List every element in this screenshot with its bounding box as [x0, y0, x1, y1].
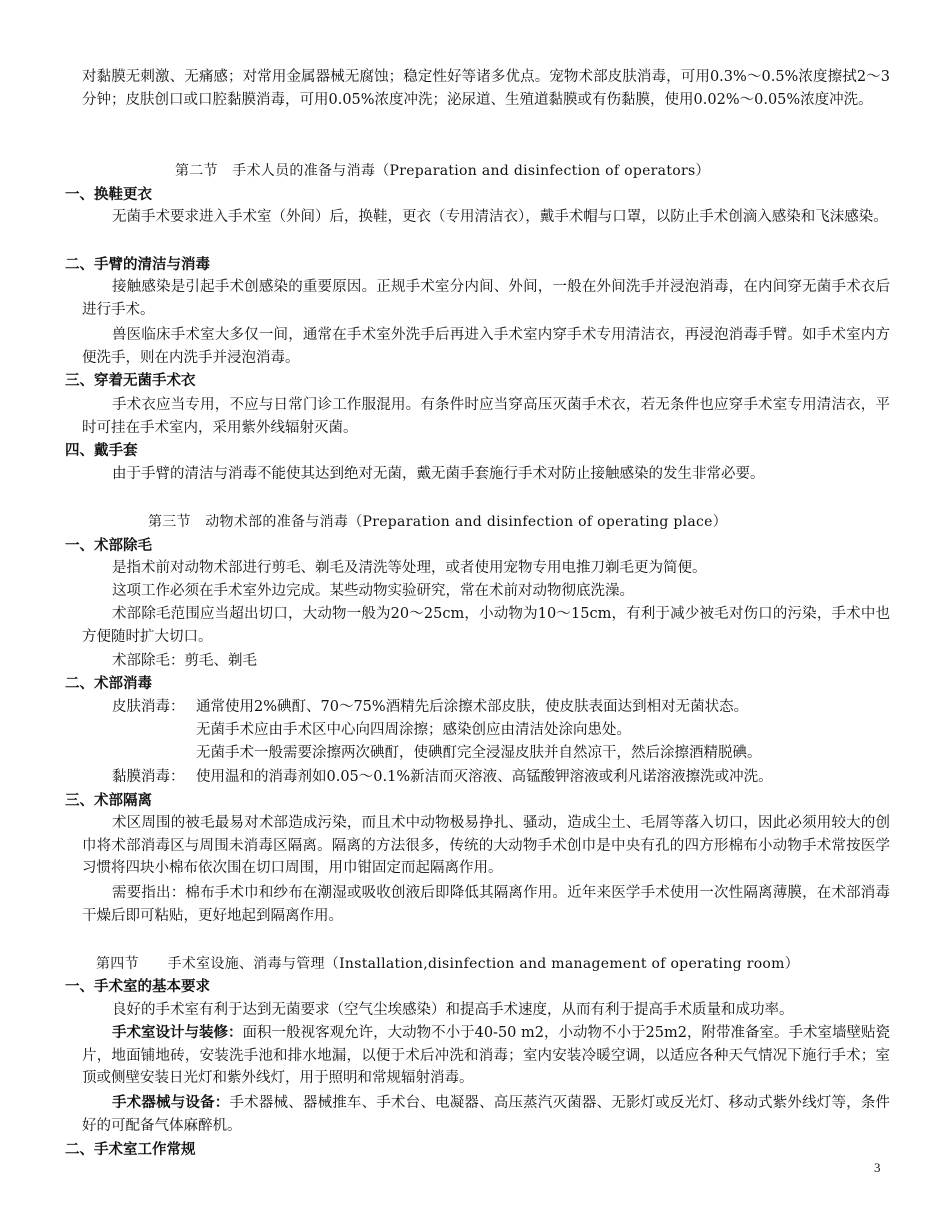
section-3-title: 第三节 动物术部的准备与消毒（Preparation and disinfection of operating place） — [148, 514, 728, 530]
paragraph: 需要指出：棉布手术巾和纱布在潮湿或吸收创液后即降低其隔离作用。近年来医学手术使用一次性隔离薄膜，在术部消毒干燥后即可粘贴，更好地起到隔离作用。 — [82, 885, 890, 924]
heading-change-shoes: 一、换鞋更衣 — [65, 187, 152, 203]
section-2-title: 第二节 手术人员的准备与消毒（Preparation and disinfection of operators） — [175, 163, 710, 179]
heading-sterile-gown: 三、穿着无菌手术衣 — [65, 373, 196, 389]
paragraph-equipment — [82, 1092, 890, 1137]
skin-disinfection-label: 皮肤消毒： — [112, 699, 185, 715]
skin-disinfection-line: 无菌手术一般需要涂擦两次碘酊，使碘酊完全浸湿皮肤并自然凉干，然后涂擦酒精脱碘。 — [196, 745, 762, 761]
paragraph-design — [82, 1022, 890, 1090]
mucosa-disinfection-line: 使用温和的消毒剂如0.05～0.1%新洁而灭溶液、高锰酸钾溶液或利凡诺溶液擦洗或冲洗。 — [196, 769, 773, 785]
heading-routine: 二、手术室工作常规 — [65, 1142, 196, 1158]
paragraph: 由于手臂的清洁与消毒不能使其达到绝对无菌，戴无菌手套施行手术对防止接触感染的发生非常必要。 — [112, 466, 765, 482]
paragraph-continued: 对黏膜无刺激、无痛感；对常用金属器械无腐蚀；稳定性好等诸多优点。宠物术部皮肤消毒，可用0.3%～0.5%浓度擦拭2～3分钟；皮肤创口或口腔黏膜消毒，可用0.05%浓度冲洗；泌尿道、生殖道黏膜或有伤黏膜，使用0.02%～0.05%浓度冲洗。 — [82, 69, 890, 108]
heading-arm-cleaning: 二、手臂的清洁与消毒 — [65, 257, 210, 273]
heading-site-isolation: 三、术部隔离 — [65, 793, 152, 809]
skin-disinfection-line: 通常使用2%碘酊、70～75%酒精先后涂擦术部皮肤，使皮肤表面达到相对无菌状态。 — [196, 699, 749, 715]
design-label: 手术室设计与装修： — [112, 1024, 243, 1041]
paragraph: 这项工作必须在手术室外边完成。某些动物实验研究，常在术前对动物彻底洗澡。 — [112, 583, 634, 599]
paragraph: 接触感染是引起手术创感染的重要原因。正规手术室分内间、外间，一般在外间洗手并浸泡消毒，在内间穿无菌手术衣后进行手术。 — [82, 279, 890, 318]
skin-disinfection-line: 无菌手术应由手术区中心向四周涂擦；感染创应由清洁处涂向患处。 — [196, 722, 631, 738]
paragraph: 术部除毛：剪毛、剃毛 — [112, 653, 257, 669]
design-text: 面积一般视客观允许，大动物不小于40-50 m2，小动物不小于25m2，附带准备室。手术室墙壁贴瓷片，地面铺地砖，安装洗手池和排水地漏，以便于术后冲洗和消毒；室内安装冷暖空调，以适应各种天气情况下施行手术；室顶或侧壁安装日光灯和紫外线灯，用于照明和常规辐射消毒。 — [82, 1025, 891, 1086]
heading-gloves: 四、戴手套 — [65, 443, 138, 459]
paragraph: 手术衣应当专用，不应与日常门诊工作服混用。有条件时应当穿高压灭菌手术衣，若无条件也应穿手术室专用清洁衣，平时可挂在手术室内，采用紫外线辐射灭菌。 — [82, 397, 890, 436]
heading-basic-requirements: 一、手术室的基本要求 — [65, 979, 210, 995]
equipment-label: 手术器械与设备： — [112, 1094, 230, 1111]
page-number: 3 — [874, 1160, 881, 1175]
paragraph: 兽医临床手术室大多仅一间，通常在手术室外洗手后再进入手术室内穿手术专用清洁衣，再浸泡消毒手臂。如手术室内方便洗手，则在内洗手并浸泡消毒。 — [82, 327, 890, 366]
equipment-text: 手术器械、器械推车、手术台、电凝器、高压蒸汽灭菌器、无影灯或反光灯、移动式紫外线灯等，条件好的可配备气体麻醉机。 — [82, 1095, 891, 1134]
paragraph: 无菌手术要求进入手术室（外间）后，换鞋，更衣（专用清洁衣），戴手术帽与口罩，以防止手术创滴入感染和飞沫感染。 — [112, 209, 888, 225]
paragraph: 是指术前对动物术部进行剪毛、剃毛及清洗等处理，或者使用宠物专用电推刀剃毛更为简便。 — [112, 560, 707, 576]
mucosa-disinfection-label: 黏膜消毒： — [112, 769, 185, 785]
paragraph: 良好的手术室有利于达到无菌要求（空气尘埃感染）和提高手术速度，从而有利于提高手术质量和成功率。 — [112, 1002, 794, 1018]
section-4-title: 第四节 手术室设施、消毒与管理（Installation,disinfection and management of operating room） — [96, 956, 800, 972]
heading-site-disinfection: 二、术部消毒 — [65, 676, 152, 692]
paragraph: 术部除毛范围应当超出切口，大动物一般为20～25cm，小动物为10～15cm，有利于减少被毛对伤口的污染，手术中也方便随时扩大切口。 — [82, 606, 890, 645]
heading-hair-removal: 一、术部除毛 — [65, 538, 152, 554]
paragraph: 术区周围的被毛最易对术部造成污染，而且术中动物极易挣扎、骚动，造成尘土、毛屑等落入切口，因此必须用较大的创巾将术部消毒区与周围未消毒区隔离。隔离的方法很多，传统的大动物手术创巾是中央有孔的四方形棉布小动物手术常按医学习惯将四块小棉布依次围在切口周围，用巾钳固定而起隔离作用。 — [82, 815, 890, 876]
